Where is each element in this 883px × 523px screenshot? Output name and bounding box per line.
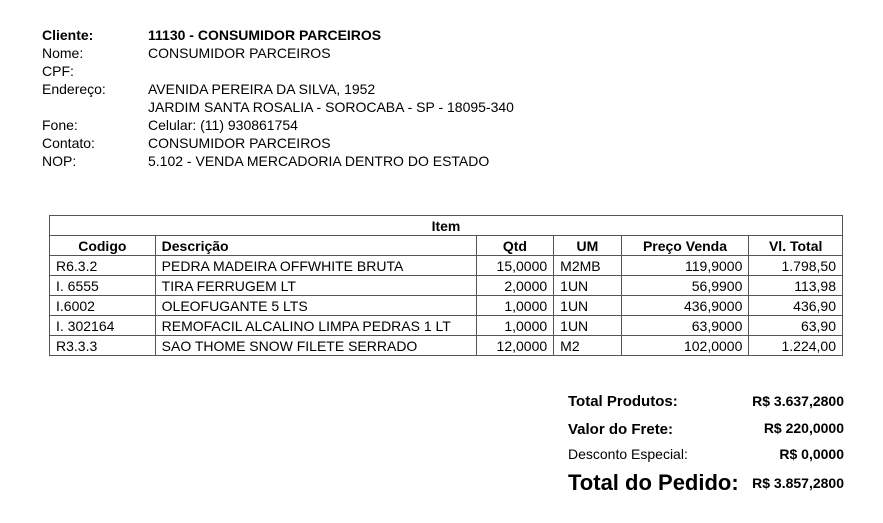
fone-label: Fone: (42, 117, 78, 133)
cliente-value: 11130 - CONSUMIDOR PARCEIROS (148, 27, 382, 43)
cell-um: 1UN (554, 316, 621, 336)
table-row (50, 256, 843, 276)
cell-um: 1UN (554, 276, 621, 296)
col-header-descricao: Descrição (155, 236, 476, 256)
desconto-especial-label: Desconto Especial: (568, 446, 688, 462)
cell-vl-total: 63,90 (749, 316, 843, 336)
desconto-especial-row (568, 441, 844, 465)
cell-vl-total: 1.798,50 (749, 256, 843, 276)
items-table-header-row (50, 236, 843, 256)
cliente-label: Cliente: (42, 27, 94, 43)
totals-block (568, 390, 844, 499)
desconto-especial-value: R$ 0,0000 (779, 446, 844, 462)
cell-qtd: 2,0000 (476, 276, 553, 296)
fone-value: Celular: (11) 930861754 (148, 117, 298, 133)
total-pedido-label: Total do Pedido: (568, 470, 739, 495)
cell-descricao: REMOFACIL ALCALINO LIMPA PEDRAS 1 LT (155, 316, 476, 336)
col-header-um: UM (554, 236, 621, 256)
cell-preco: 63,9000 (621, 316, 749, 336)
total-pedido-value: R$ 3.857,2800 (752, 475, 844, 491)
cell-um: M2MB (554, 256, 621, 276)
nop-label: NOP: (42, 153, 77, 169)
cell-vl-total: 436,90 (749, 296, 843, 316)
col-header-codigo: Codigo (50, 236, 156, 256)
endereco-value: AVENIDA PEREIRA DA SILVA, 1952 (148, 81, 376, 97)
cell-vl-total: 1.224,00 (749, 336, 843, 356)
items-table-title-row (50, 216, 843, 236)
cell-qtd: 1,0000 (476, 316, 553, 336)
cell-descricao: TIRA FERRUGEM LT (155, 276, 476, 296)
valor-frete-value: R$ 220,0000 (763, 420, 844, 436)
contato-value: CONSUMIDOR PARCEIROS (148, 135, 331, 151)
nop-value: 5.102 - VENDA MERCADORIA DENTRO DO ESTADO (148, 153, 490, 169)
table-row (50, 336, 843, 356)
cell-um: M2 (554, 336, 621, 356)
cell-descricao: SAO THOME SNOW FILETE SERRADO (155, 336, 476, 356)
nome-label: Nome: (42, 45, 84, 61)
cell-preco: 436,9000 (621, 296, 749, 316)
contato-label: Contato: (42, 135, 95, 151)
table-row (50, 276, 843, 296)
items-table-title: Item (50, 216, 843, 236)
cell-um: 1UN (554, 296, 621, 316)
nome-value: CONSUMIDOR PARCEIROS (148, 45, 331, 61)
cell-codigo: R3.3.3 (50, 336, 156, 356)
cell-descricao: PEDRA MADEIRA OFFWHITE BRUTA (155, 256, 476, 276)
cell-qtd: 15,0000 (476, 256, 553, 276)
cell-qtd: 1,0000 (476, 296, 553, 316)
items-table (49, 215, 843, 356)
cell-descricao: OLEOFUGANTE 5 LTS (155, 296, 476, 316)
endereco-value-2: JARDIM SANTA ROSALIA - SOROCABA - SP - 18095-340 (148, 99, 514, 115)
cell-codigo: I. 302164 (50, 316, 156, 336)
total-produtos-value: R$ 3.637,2800 (752, 393, 844, 409)
table-row (50, 316, 843, 336)
total-produtos-label: Total Produtos: (568, 393, 678, 410)
cell-qtd: 12,0000 (476, 336, 553, 356)
cell-codigo: I. 6555 (50, 276, 156, 296)
endereco-label: Endereço: (42, 81, 106, 97)
cell-preco: 56,9900 (621, 276, 749, 296)
cell-codigo: R6.3.2 (50, 256, 156, 276)
valor-frete-label: Valor do Frete: (568, 421, 674, 438)
cpf-label: CPF: (42, 63, 74, 79)
total-produtos-row (568, 390, 844, 416)
cell-preco: 119,9000 (621, 256, 749, 276)
valor-frete-row (568, 416, 844, 441)
col-header-qtd: Qtd (476, 236, 553, 256)
cell-codigo: I.6002 (50, 296, 156, 316)
cell-vl-total: 113,98 (749, 276, 843, 296)
table-row (50, 296, 843, 316)
total-pedido-row (568, 465, 844, 499)
col-header-preco: Preço Venda (621, 236, 749, 256)
col-header-vl-total: Vl. Total (749, 236, 843, 256)
cell-preco: 102,0000 (621, 336, 749, 356)
